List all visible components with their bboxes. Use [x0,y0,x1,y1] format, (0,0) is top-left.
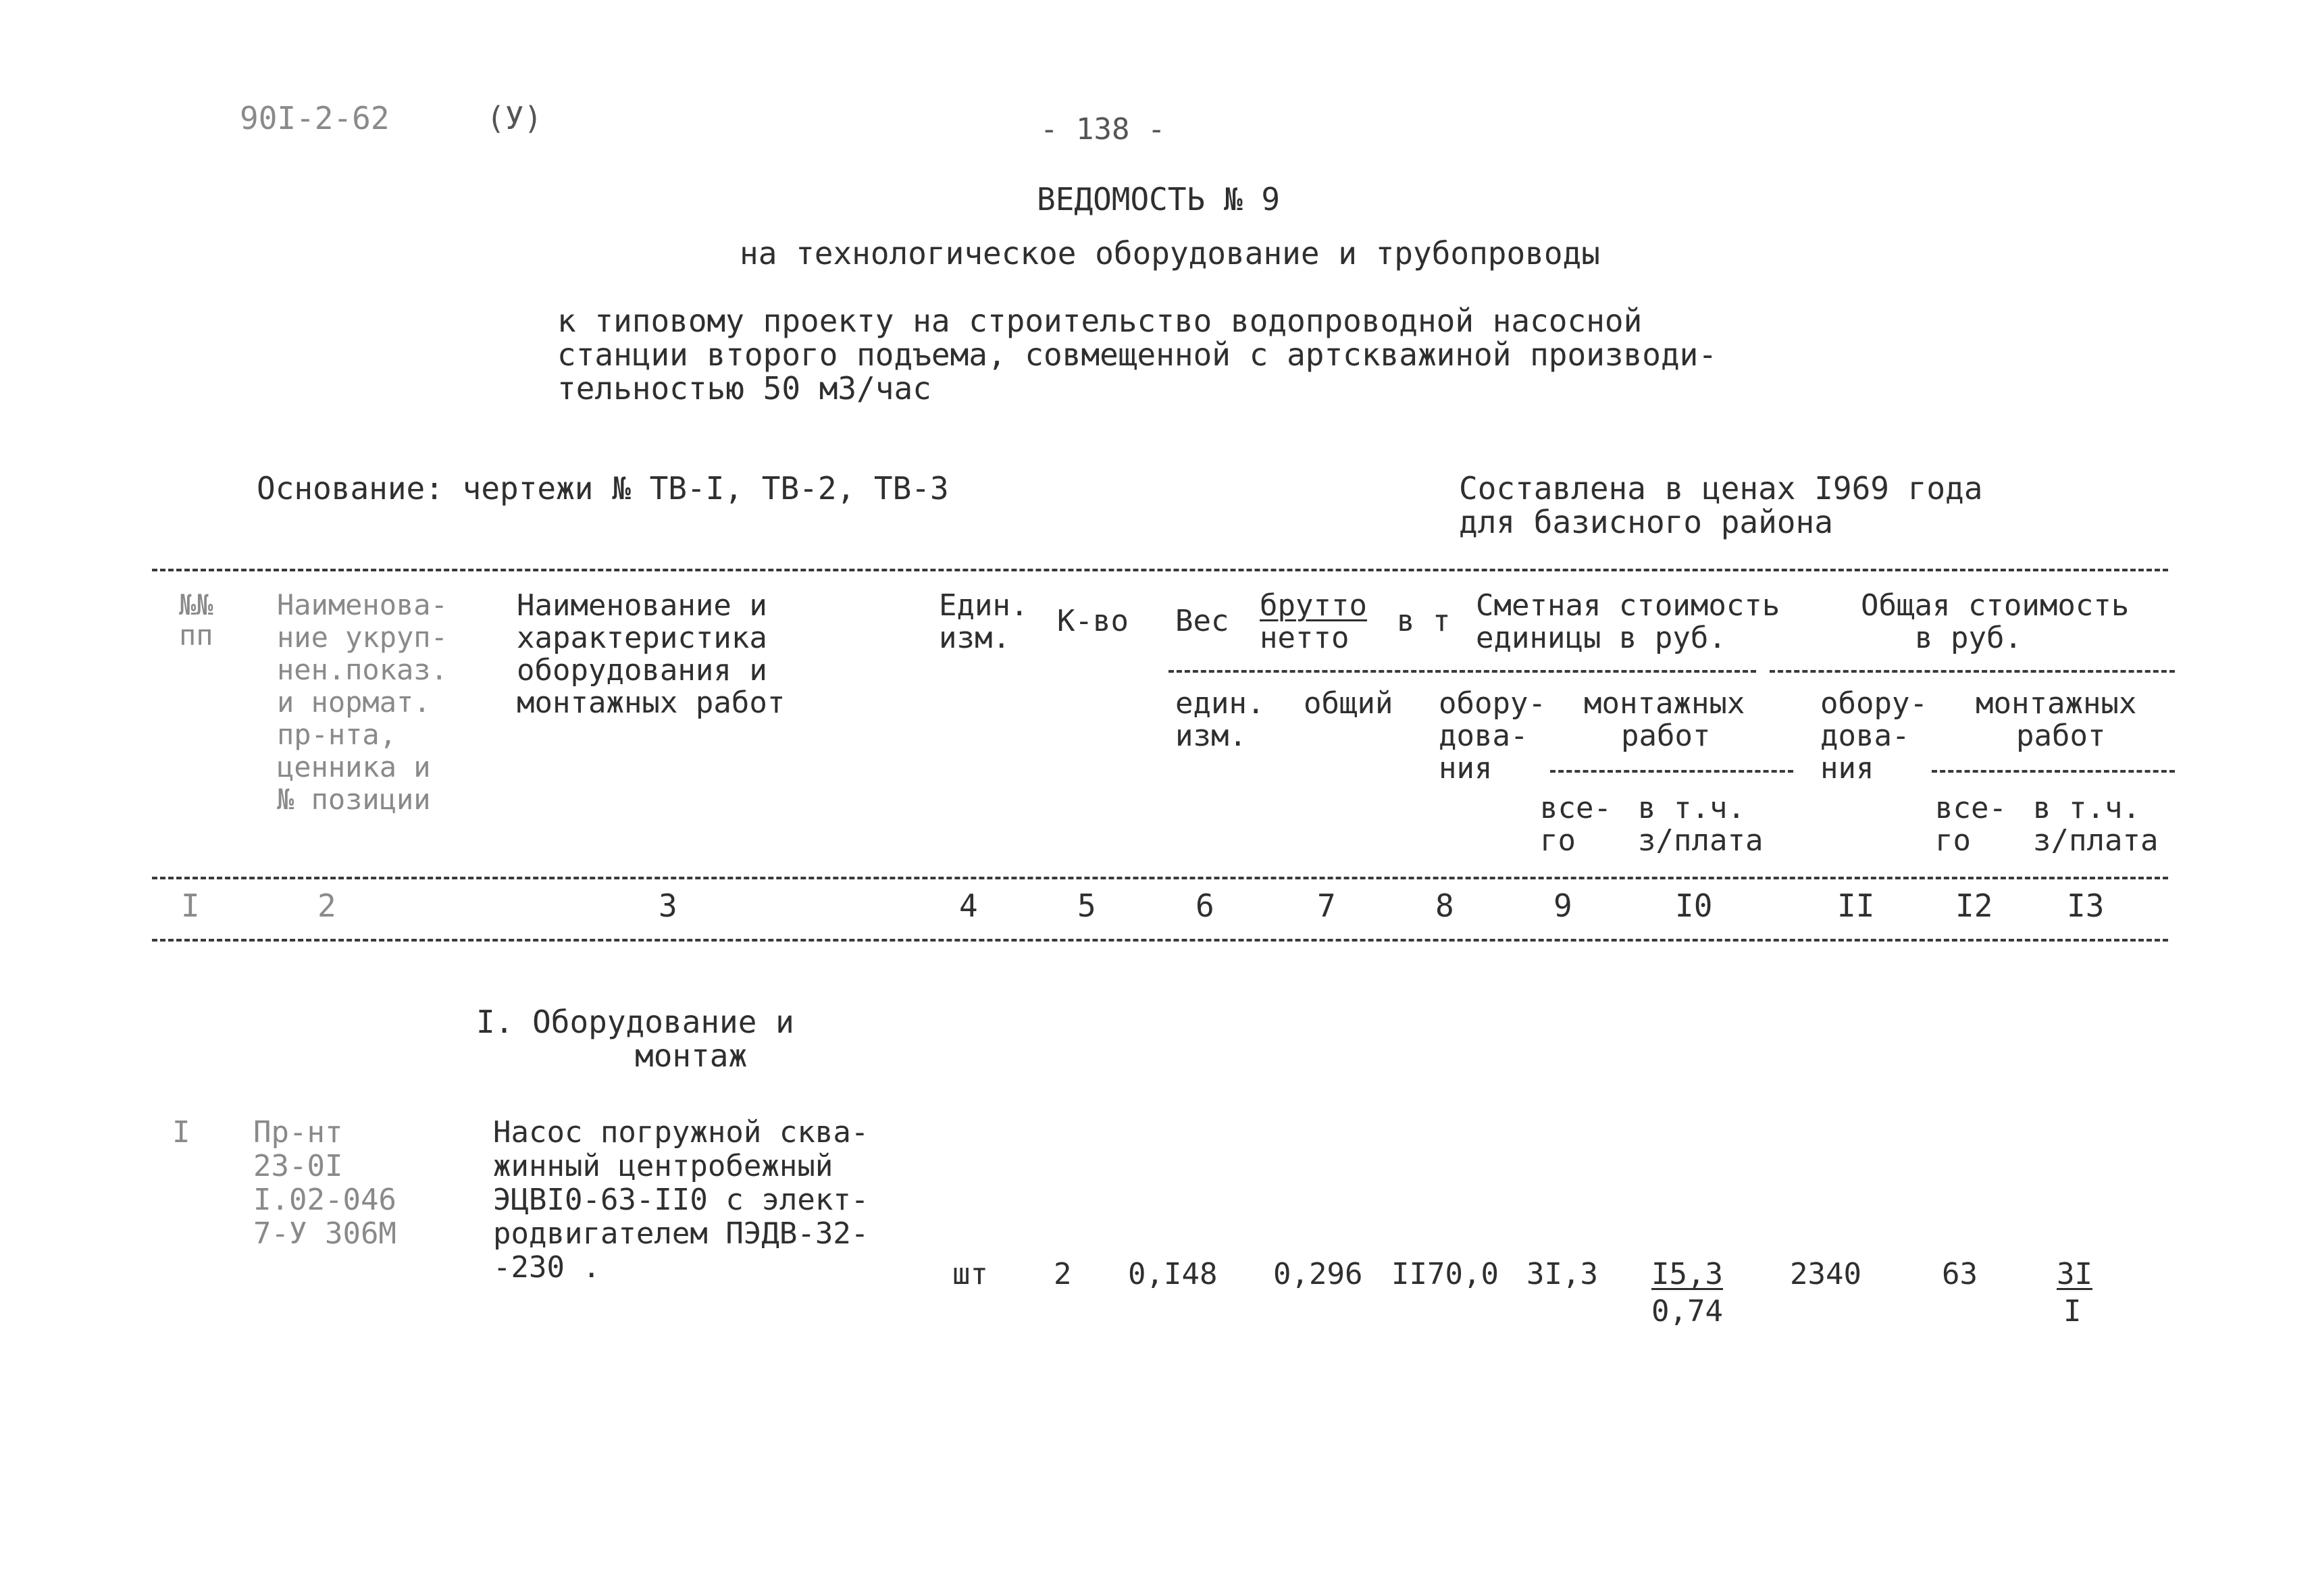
row-1-quantity: 2 [1054,1257,1072,1291]
total-mount-divider [1932,770,2175,773]
project-description-line-2: станции второго подъема, совмещенной с артскважиной производи- [557,336,1718,373]
table-top-rule [152,569,2168,571]
col-number-3: 3 [659,887,677,924]
header-total-mount-line-2: работ [2016,719,2106,753]
col-number-6: 6 [1195,887,1214,924]
header-col2-line-3: нен.показ. [277,653,448,686]
header-total-mount-line-1: монтажных [1976,686,2137,721]
header-col4-line-2: изм. [939,621,1010,655]
header-total-mount-wage-line-1: в т.ч. [2033,791,2140,825]
row-1-unit-cost-mount-wage: I5,3 [1651,1257,1723,1291]
row-1-name-line-1: Насос погружной сква- [493,1115,869,1150]
row-1-code-line-2: 23-0I [253,1149,343,1183]
row-1-weight-total: 0,296 [1273,1257,1363,1291]
col-number-11: II [1837,887,1875,924]
section-title-line-1: I. Оборудование и [476,1004,794,1040]
basis-drawings: Основание: чертежи № ТВ-I, ТВ-2, ТВ-3 [257,470,949,507]
header-weight-unit: в т [1397,604,1451,638]
header-total-mount-total-line-1: все- [1935,791,2007,825]
unit-cost-divider [1168,670,1756,673]
col-number-2: 2 [317,887,336,924]
header-unit-mount-total-line-1: все- [1540,791,1612,825]
prices-note-line-2: для базисного района [1459,504,1833,540]
row-1-name-line-3: ЭЦВI0-63-II0 с элект- [493,1183,869,1217]
header-weight-prefix: Вес [1175,604,1229,638]
header-weight-net: нетто [1260,621,1349,655]
document-code: 90I-2-62 [240,100,390,136]
col-number-4: 4 [959,887,978,924]
header-col2-line-4: и нормат. [277,686,431,719]
row-1-weight-unit: 0,I48 [1128,1257,1218,1291]
header-total-equip-line-2: дова- [1820,719,1910,753]
header-col5-quantity: К-во [1057,604,1129,638]
row-1-code-line-1: Пр-нт [253,1115,343,1150]
section-title-line-2: монтаж [635,1037,748,1074]
header-unit-mount-line-1: монтажных [1584,686,1745,721]
row-1-unit: шт [952,1257,988,1291]
row-1-name-line-2: жинный центробежный [493,1149,833,1183]
col-number-5: 5 [1077,887,1096,924]
header-total-mount-wage-line-2: з/плата [2033,823,2159,858]
col-number-9: 9 [1553,887,1572,924]
row-1-total-wage-2: I [2063,1294,2082,1329]
project-description-line-3: тельностью 50 м3/час [557,370,931,407]
row-1-name-line-5: -230 . [493,1250,600,1285]
col-number-1: I [181,887,200,924]
row-1-unit-cost-mount-total: 3I,3 [1526,1257,1598,1291]
header-col7-total: общий [1304,686,1393,721]
col-number-7: 7 [1317,887,1336,924]
header-unit-cost-line-1: Сметная стоимость [1476,588,1780,623]
header-col3-line-1: Наименование и [517,588,767,623]
header-unit-cost-line-2: единицы в руб. [1476,621,1726,655]
header-unit-mount-total-line-2: го [1540,823,1576,858]
header-weight-gross: брутто [1260,588,1367,623]
col-number-8: 8 [1435,887,1454,924]
col-number-10: I0 [1675,887,1713,924]
header-col2-line-5: пр-нта, [277,718,397,751]
header-unit-mount-wage-line-2: з/плата [1638,823,1764,858]
header-col3-line-4: монтажных работ [517,686,786,720]
header-unit-equip-line-3: ния [1439,751,1493,786]
header-total-mount-total-line-2: го [1935,823,1971,858]
col-number-13: I3 [2067,887,2105,924]
col-numbers-bottom-rule [152,939,2168,942]
document-title: ВЕДОМОСТЬ № 9 [1037,181,1281,217]
header-col2-line-7: № позиции [277,783,431,816]
col-numbers-top-rule [152,877,2168,879]
row-1-unit-cost-mount-wage-2: 0,74 [1651,1294,1723,1329]
row-1-total-equipment: 2340 [1790,1257,1861,1291]
header-unit-mount-line-2: работ [1621,719,1711,753]
header-col1-line-1: №№ [179,588,213,621]
total-cost-divider [1770,670,2175,673]
header-total-cost-line-1: Общая стоимость [1861,588,2130,623]
header-total-equip-line-3: ния [1820,751,1874,786]
document-subtitle: на технологическое оборудование и трубопроводы [740,235,1600,272]
row-1-total-wage: 3I [2057,1257,2092,1291]
row-1-number: I [172,1115,190,1150]
row-1-name-line-4: родвигателем ПЭДВ-32- [493,1216,869,1251]
header-col2-line-2: ние укруп- [277,621,448,654]
header-col3-line-2: характеристика [517,621,767,655]
row-1-total-mount: 63 [1942,1257,1978,1291]
header-col4-line-1: Един. [939,588,1029,623]
row-1-code-line-3: I.02-046 [253,1183,396,1217]
project-description-line-1: к типовому проекту на строительство водопроводной насосной [557,303,1643,339]
header-col3-line-3: оборудования и [517,653,767,688]
prices-note-line-1: Составлена в ценах I969 года [1459,470,1983,507]
page-number: - 138 - [1040,112,1166,147]
header-unit-equip-line-1: обору- [1439,686,1546,721]
header-col1-line-2: пп [179,619,213,652]
document-code-suffix: (У) [486,100,543,136]
col-number-12: I2 [1955,887,1993,924]
header-unit-mount-wage-line-1: в т.ч. [1638,791,1745,825]
header-unit-equip-line-2: дова- [1439,719,1528,753]
header-total-equip-line-1: обору- [1820,686,1928,721]
unit-mount-divider [1550,770,1793,773]
header-col2-line-6: ценника и [277,750,431,783]
header-col6-line-2: изм. [1175,719,1247,753]
header-col2-line-1: Наименова- [277,588,448,621]
header-col6-line-1: един. [1175,686,1265,721]
header-total-cost-line-2: в руб. [1915,621,2022,655]
row-1-unit-cost-equipment: II70,0 [1391,1257,1499,1291]
row-1-code-line-4: 7-У 306М [253,1216,396,1251]
